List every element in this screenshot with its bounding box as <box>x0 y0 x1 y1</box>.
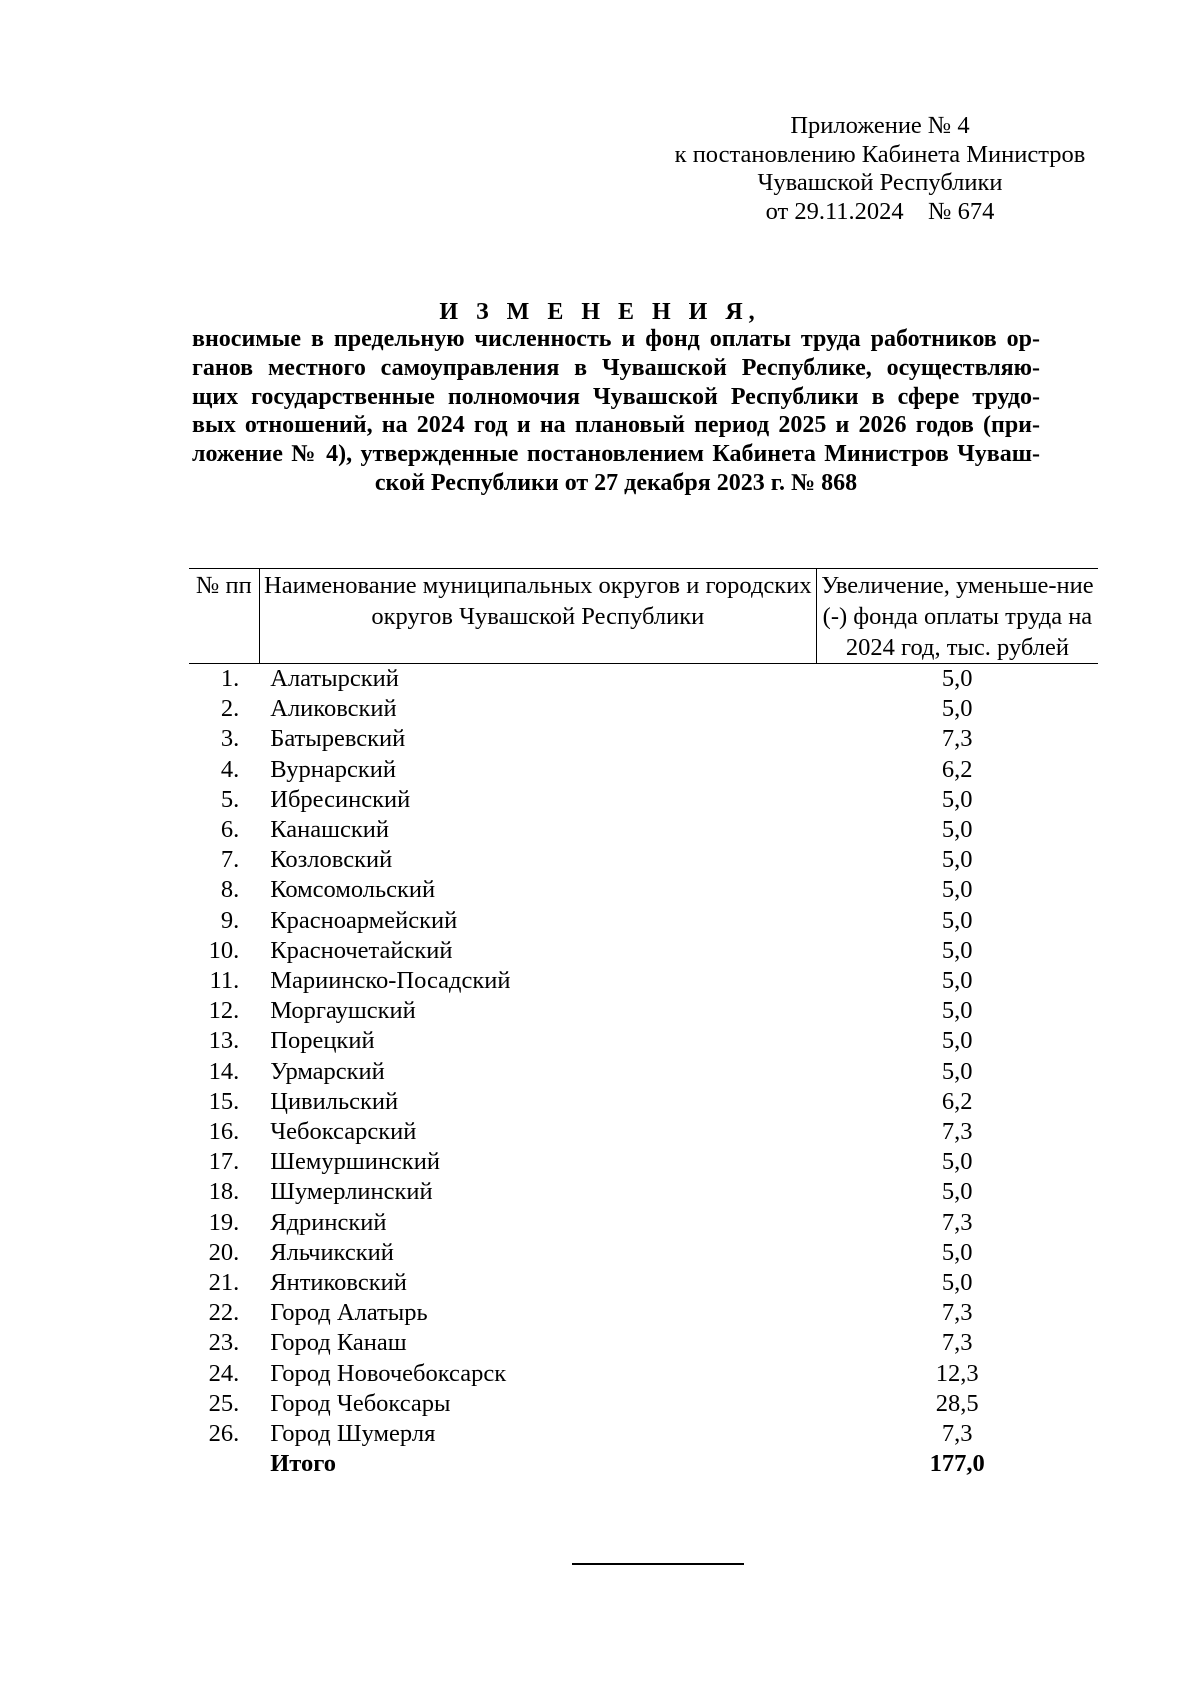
row-number: 13. <box>208 1027 240 1055</box>
table-row <box>189 755 1098 785</box>
row-value: 5,0 <box>941 1178 973 1206</box>
row-number: 21. <box>208 1269 240 1297</box>
row-name: Ибресинский <box>270 785 411 813</box>
row-value: 6,2 <box>941 1087 973 1115</box>
table-row <box>189 1298 1098 1328</box>
row-number: 25. <box>208 1389 240 1417</box>
subtitle-line: ганов местного самоуправления в Чувашской Республике, осуществляю- <box>192 354 1040 381</box>
header-name: Наименование муниципальных округов и городских округов Чувашской Республики <box>259 569 816 664</box>
row-value: 5,0 <box>941 1238 973 1266</box>
row-value: 7,3 <box>941 725 973 753</box>
document-title: И З М Е Н Е Н И Я, <box>439 299 761 325</box>
document-subtitle <box>192 325 1040 498</box>
row-name: Аликовский <box>270 695 397 723</box>
table-row <box>189 1177 1098 1207</box>
row-name: Город Алатырь <box>270 1299 428 1327</box>
table-row <box>189 1359 1098 1389</box>
row-number: 9. <box>220 906 240 934</box>
table-row <box>189 906 1098 936</box>
row-name: Порецкий <box>270 1027 375 1055</box>
row-value: 5,0 <box>941 1057 973 1085</box>
row-name: Чебоксарский <box>270 1118 417 1146</box>
row-value: 5,0 <box>941 936 973 964</box>
row-name: Город Канаш <box>270 1329 407 1357</box>
row-name: Мариинско-Посадский <box>270 967 511 995</box>
row-name: Алатырский <box>270 665 399 692</box>
subtitle-line: щих государственные полномочия Чувашской Республики в сфере трудо- <box>192 383 1040 410</box>
total-value: 177,0 <box>929 1450 985 1478</box>
table-row <box>189 1419 1098 1449</box>
row-number: 17. <box>208 1148 240 1176</box>
row-name: Шумерлинский <box>270 1178 433 1206</box>
table-row <box>189 1026 1098 1056</box>
row-value: 5,0 <box>941 1148 973 1176</box>
row-number: 1. <box>220 665 240 692</box>
row-number: 23. <box>208 1329 240 1357</box>
total-row <box>189 1449 1098 1479</box>
row-number: 15. <box>208 1087 240 1115</box>
table-row <box>189 1268 1098 1298</box>
row-number: 19. <box>208 1208 240 1236</box>
row-name: Ядринский <box>270 1208 387 1236</box>
row-value: 5,0 <box>941 1027 973 1055</box>
row-name: Вурнарский <box>270 755 397 783</box>
row-value: 5,0 <box>941 876 973 904</box>
row-number: 10. <box>208 936 240 964</box>
row-name: Козловский <box>270 846 393 874</box>
table-row <box>189 1238 1098 1268</box>
table-row <box>189 664 1098 695</box>
table-row <box>189 1057 1098 1087</box>
row-number: 24. <box>208 1359 240 1387</box>
row-name: Моргаушский <box>270 997 416 1025</box>
table-row <box>189 1328 1098 1358</box>
attachment-date-number: от 29.11.2024 № 674 <box>765 197 995 225</box>
row-number: 22. <box>208 1299 240 1327</box>
row-number: 4. <box>220 755 240 783</box>
table-row <box>189 785 1098 815</box>
row-value: 5,0 <box>941 1269 973 1297</box>
attachment-resolution: к постановлению Кабинета Министров <box>674 140 1086 168</box>
row-number: 6. <box>220 816 240 844</box>
row-name: Город Новочебоксарск <box>270 1359 507 1387</box>
table-row <box>189 815 1098 845</box>
table-row <box>189 845 1098 875</box>
table-row <box>189 966 1098 996</box>
row-value: 5,0 <box>941 967 973 995</box>
table-row <box>189 1389 1098 1419</box>
row-number: 3. <box>220 725 240 753</box>
end-divider <box>572 1563 744 1565</box>
row-number: 16. <box>208 1118 240 1146</box>
attachment-title: Приложение № 4 <box>790 112 970 139</box>
row-value: 28,5 <box>935 1389 979 1417</box>
row-name: Шемуршинский <box>270 1148 440 1176</box>
row-number: 5. <box>220 785 240 813</box>
table-row <box>189 936 1098 966</box>
table-row <box>189 724 1098 754</box>
table-row <box>189 1147 1098 1177</box>
row-value: 5,0 <box>941 665 973 692</box>
attachment-republic: Чувашской Республики <box>757 169 1003 196</box>
row-value: 5,0 <box>941 906 973 934</box>
row-name: Красночетайский <box>270 936 453 964</box>
row-number: 12. <box>208 997 240 1025</box>
row-value: 7,3 <box>941 1299 973 1327</box>
table-row <box>189 875 1098 905</box>
row-name: Город Шумерля <box>270 1420 436 1448</box>
row-number: 8. <box>220 876 240 904</box>
row-value: 5,0 <box>941 816 973 844</box>
table-row <box>189 1117 1098 1147</box>
row-value: 7,3 <box>941 1420 973 1448</box>
subtitle-line: вых отношений, на 2024 год и на плановый период 2025 и 2026 годов (при- <box>192 412 1040 439</box>
row-value: 12,3 <box>935 1359 979 1387</box>
row-value: 6,2 <box>941 755 973 783</box>
table-row <box>189 996 1098 1026</box>
table-row <box>189 1087 1098 1117</box>
row-value: 5,0 <box>941 997 973 1025</box>
row-name: Комсомольский <box>270 876 436 904</box>
row-value: 7,3 <box>941 1118 973 1146</box>
row-name: Урмарский <box>270 1057 385 1085</box>
table-header-row <box>189 569 1098 664</box>
row-number: 2. <box>220 695 240 723</box>
row-number: 14. <box>208 1057 240 1085</box>
total-label: Итого <box>270 1450 337 1478</box>
row-number: 26. <box>208 1420 240 1448</box>
row-number: 20. <box>208 1238 240 1266</box>
row-name: Янтиковский <box>270 1269 407 1297</box>
header-value: Увеличение, уменьше-ние (-) фонда оплаты труда на 2024 год, тыс. рублей <box>816 569 1098 664</box>
row-value: 5,0 <box>941 695 973 723</box>
row-name: Яльчикский <box>270 1238 394 1266</box>
row-value: 5,0 <box>941 785 973 813</box>
row-number: 11. <box>209 967 240 995</box>
table-row <box>189 694 1098 724</box>
payroll-changes-table <box>189 568 1098 1479</box>
row-name: Батыревский <box>270 725 406 753</box>
header-number: № пп <box>189 569 259 664</box>
row-name: Канашский <box>270 816 389 844</box>
subtitle-line: вносимые в предельную численность и фонд оплаты труда работников ор- <box>192 326 1040 352</box>
subtitle-line: ской Республики от 27 декабря 2023 г. № 868 <box>374 469 858 496</box>
row-name: Город Чебоксары <box>270 1389 451 1417</box>
row-value: 7,3 <box>941 1208 973 1236</box>
row-name: Красноармейский <box>270 906 458 934</box>
subtitle-line: ложение № 4), утвержденные постановлением Кабинета Министров Чуваш- <box>192 441 1040 468</box>
row-value: 5,0 <box>941 846 973 874</box>
row-name: Цивильский <box>270 1087 399 1115</box>
row-number: 18. <box>208 1178 240 1206</box>
table-row <box>189 1208 1098 1238</box>
row-value: 7,3 <box>941 1329 973 1357</box>
row-number: 7. <box>220 846 240 874</box>
attachment-block <box>600 112 1160 226</box>
